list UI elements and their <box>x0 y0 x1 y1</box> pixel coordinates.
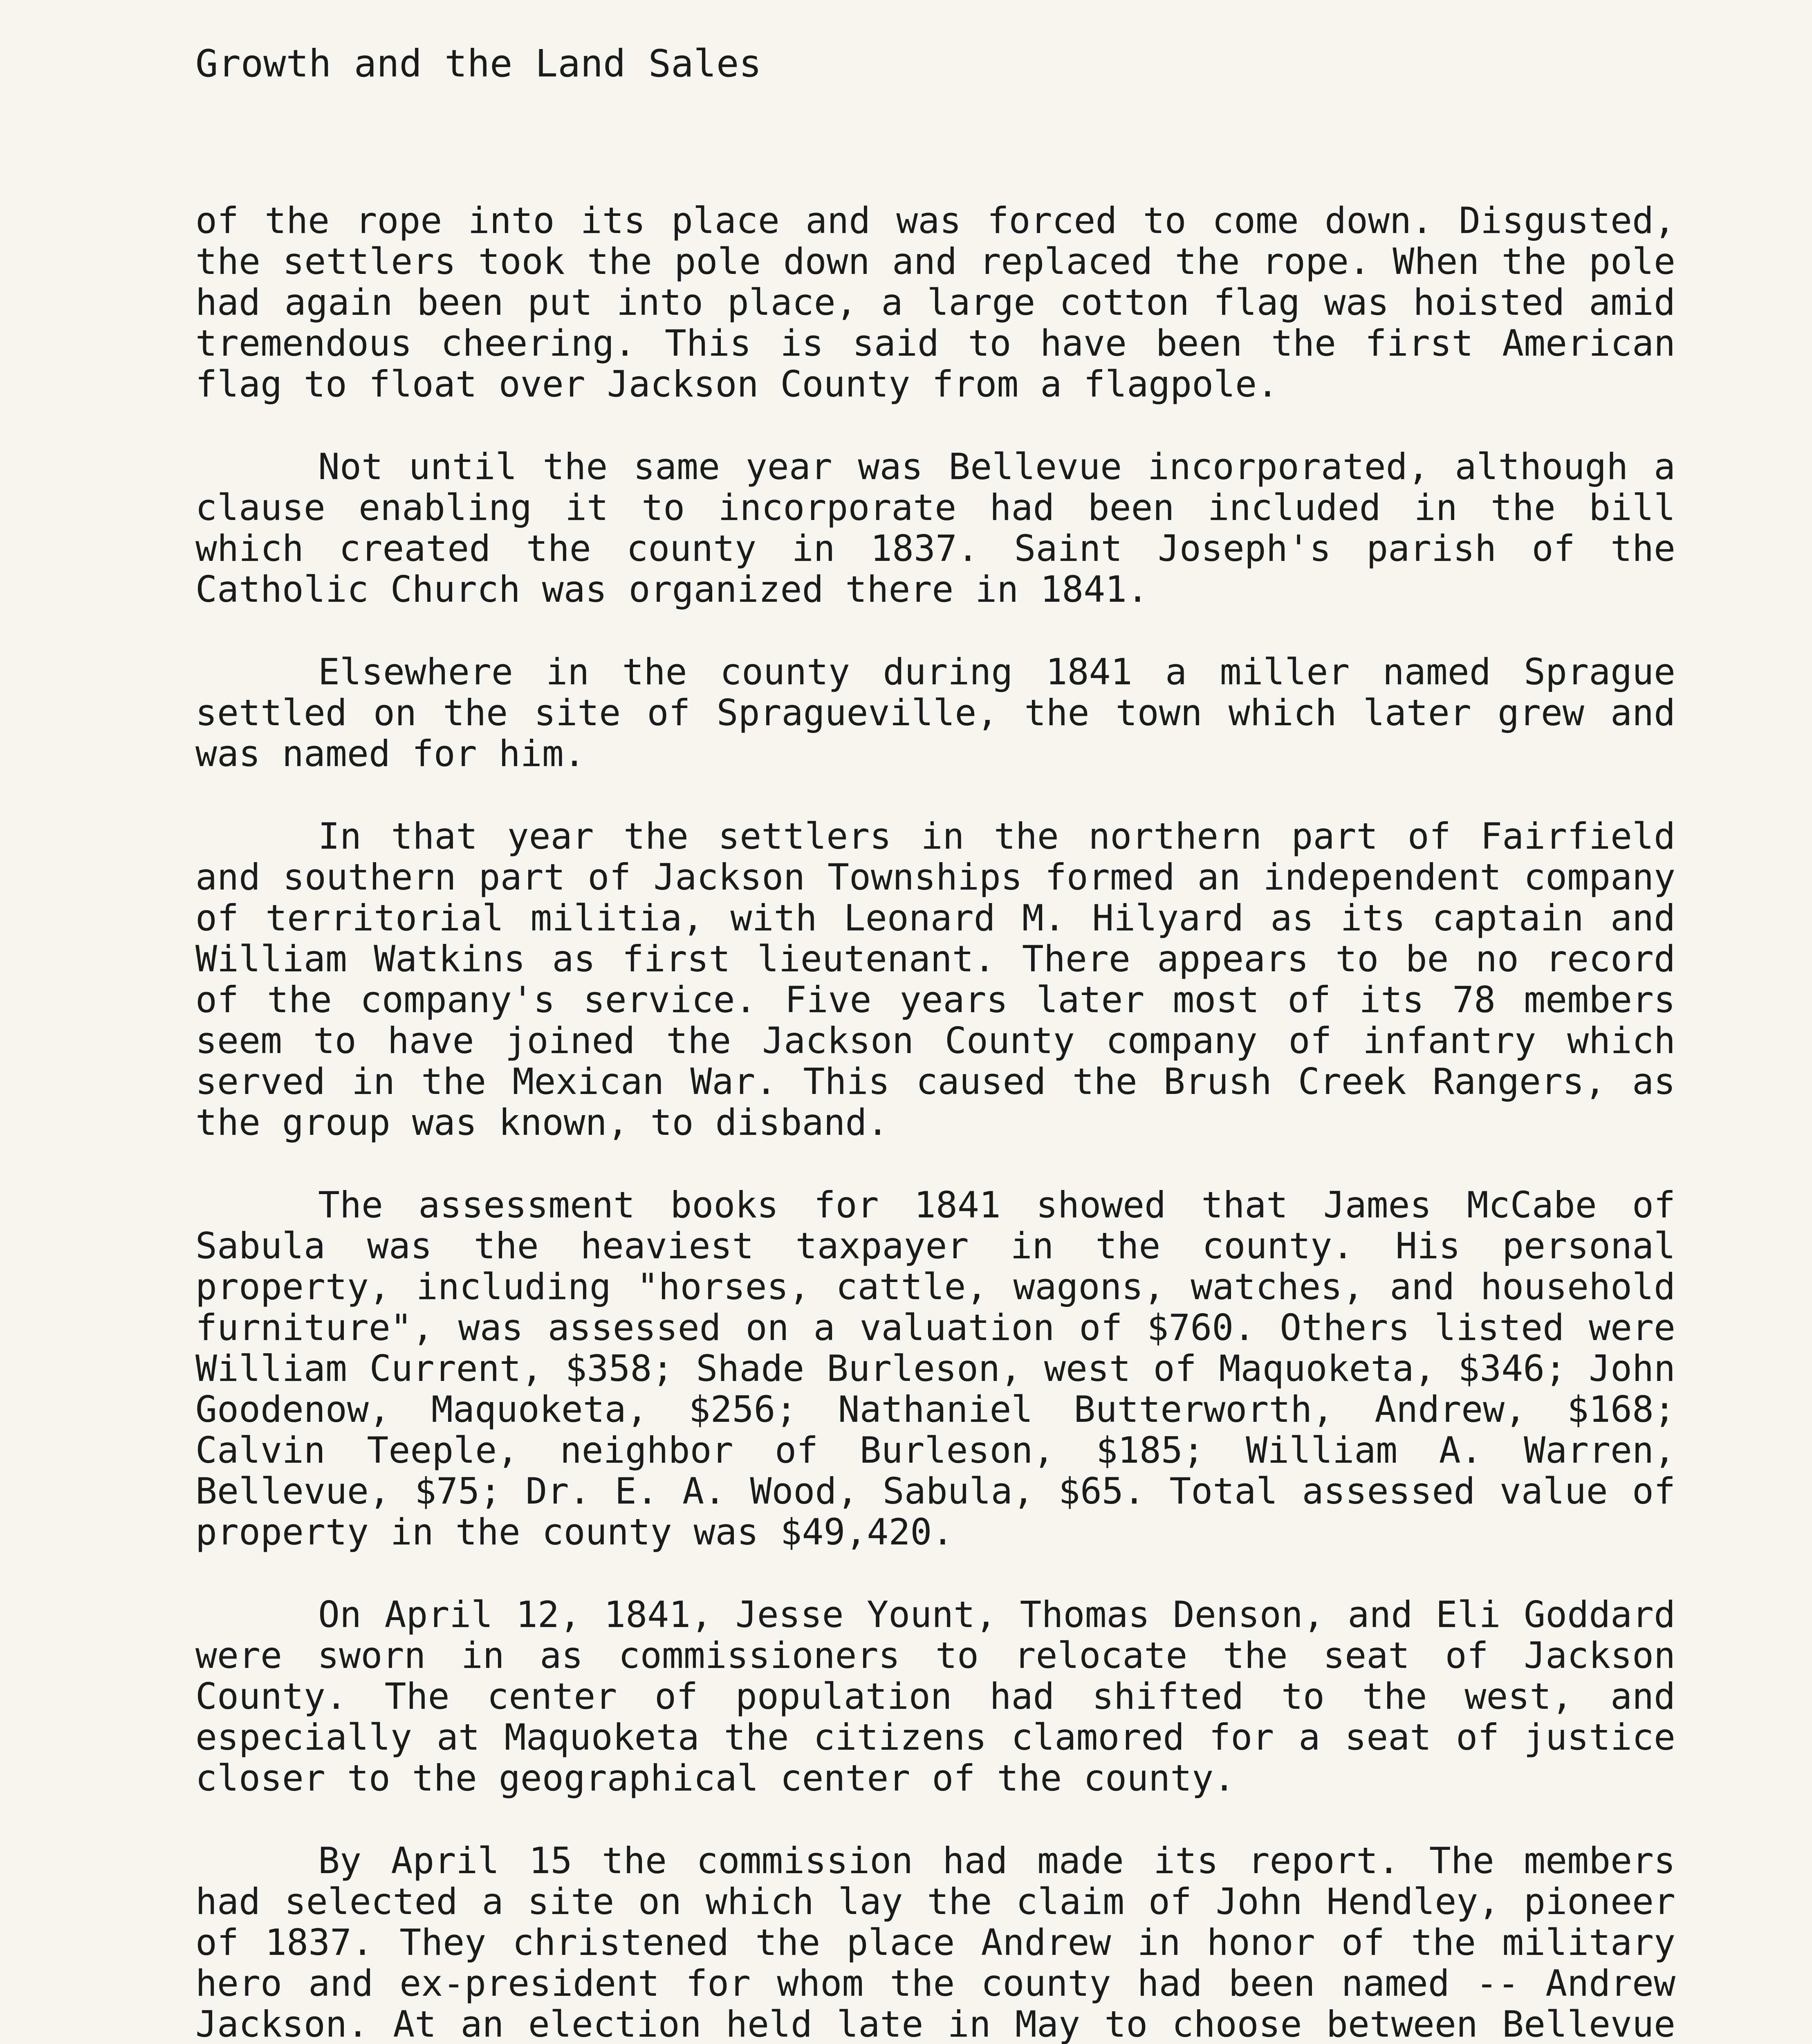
paragraph: Elsewhere in the county during 1841 a miller named Sprague settled on the site of Spragueville, the town which later grew and was named for him. <box>195 651 1675 775</box>
paragraph: By April 15 the commission had made its report. The members had selected a site on which lay the claim of John Hendley, pioneer of 1837. They christened the place Andrew in honor of the military hero and ex-president for whom the county had been named -- Andrew Jackson. At an election held late in May to choose between Bellevue <box>195 1840 1675 2044</box>
paragraph: Not until the same year was Bellevue incorporated, although a clause enabling it to incorporate had been included in the bill which created the county in 1837. Saint Joseph's parish of the Catholic Church was organized there in 1841. <box>195 446 1675 610</box>
paragraph: On April 12, 1841, Jesse Yount, Thomas Denson, and Eli Goddard were sworn in as commissioners to relocate the seat of Jackson County. The center of population had shifted to the west, and especially at Maquoketa the citizens clamored for a seat of justice closer to the geographical center of the county. <box>195 1594 1675 1799</box>
paragraph: of the rope into its place and was forced to come down. Disgusted, the settlers took the pole down and replaced the rope. When the pole had again been put into place, a large cotton flag was hoisted amid tremendous cheering. This is said to have been the first American flag to float over Jackson County from a flagpole. <box>195 199 1675 405</box>
body-text <box>195 200 1675 2044</box>
paragraph: In that year the settlers in the northern part of Fairfield and southern part of Jackson Townships formed an independent company of territorial militia, with Leonard M. Hilyard as its captain and William Watkins as first lieutenant. There appears to be no record of the company's service. Five years later most of its 78 members seem to have joined the Jackson County company of infantry which served in the Mexican War. This caused the Brush Creek Rangers, as the group was known, to disband. <box>195 815 1675 1143</box>
paragraph: The assessment books for 1841 showed that James McCabe of Sabula was the heaviest taxpayer in the county. His personal property, including "horses, cattle, wagons, watches, and household furniture", was assessed on a valuation of $760. Others listed were William Current, $358; Shade Burleson, west of Maquoketa, $346; John Goodenow, Maquoketa, $256; Nathaniel Butterworth, Andrew, $168; Calvin Teeple, neighbor of Burleson, $185; William A. Warren, Bellevue, $75; Dr. E. A. Wood, Sabula, $65. Total assessed value of property in the county was $49,420. <box>195 1184 1675 1553</box>
running-header: Growth and the Land Sales <box>195 42 762 85</box>
